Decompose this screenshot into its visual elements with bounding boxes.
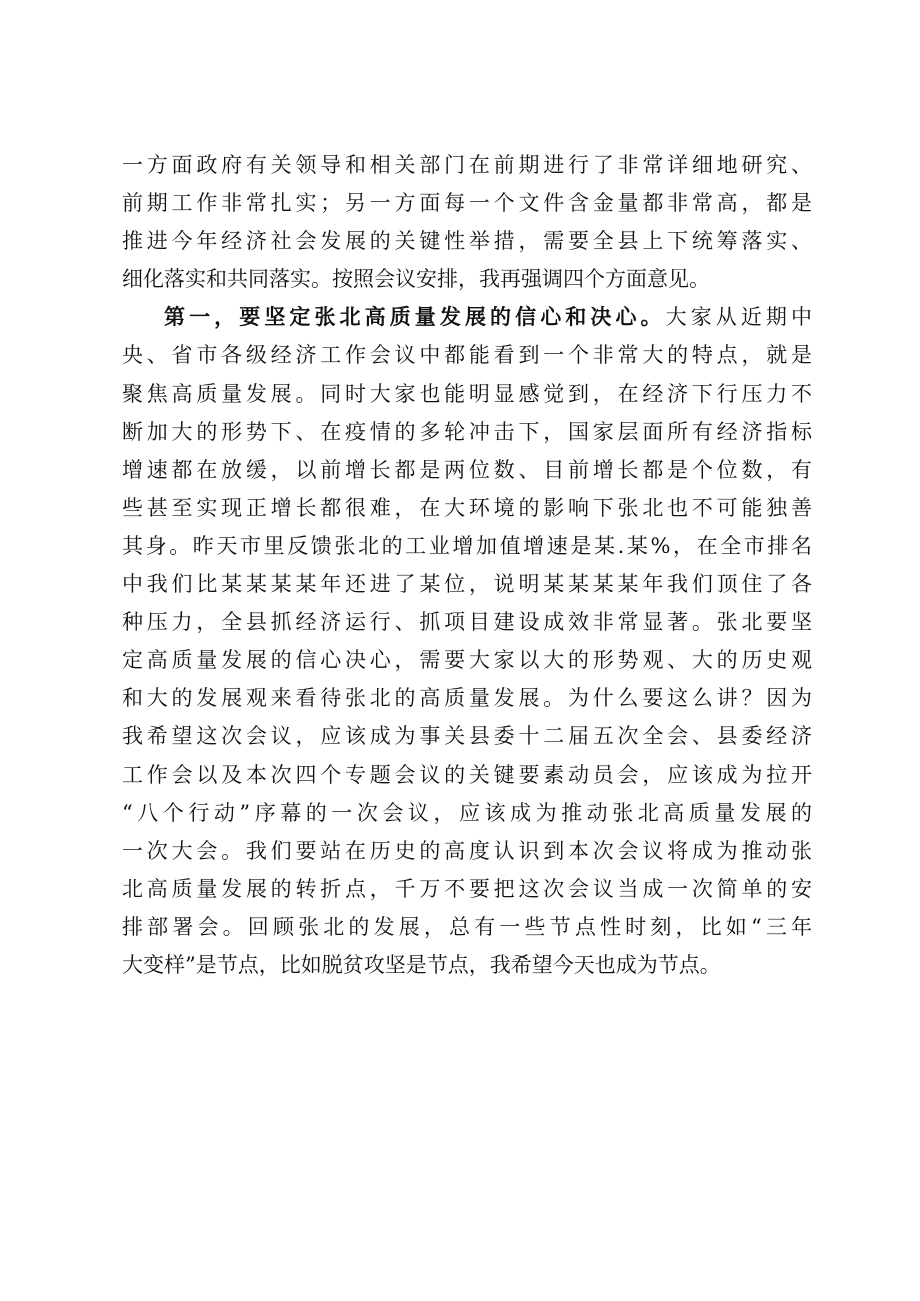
paragraph-2-line: 种压力，全县抓经济运行、抓项目建设成效非常显著。张北要坚 xyxy=(122,610,812,635)
paragraph-2-line: 央、省市各级经济工作会议中都能看到一个非常大的特点，就是 xyxy=(122,343,812,368)
paragraph-1-line-2: 前期工作非常扎实；另一方面每一个文件含金量都非常高，都是 xyxy=(122,191,812,216)
paragraph-2-line: 北高质量发展的转折点，千万不要把这次会议当成一次简单的安 xyxy=(122,876,812,901)
paragraph-2-line: 中我们比某某某某年还进了某位，说明某某某某年我们顶住了各 xyxy=(122,572,812,597)
section-heading: 第一，要坚定张北高质量发展的信心和决心。 xyxy=(164,304,666,330)
paragraph-2-line: 些甚至实现正增长都很难，在大环境的影响下张北也不可能独善 xyxy=(122,495,812,520)
paragraph-1-line-3: 推进今年经济社会发展的关键性举措，需要全县上下统筹落实、 xyxy=(122,229,812,254)
paragraph-2-line: 聚焦高质量发展。同时大家也能明显感觉到，在经济下行压力不 xyxy=(122,381,812,406)
paragraph-2-last-line: 大变样”是节点，比如脱贫攻坚是节点，我希望今天也成为节点。 xyxy=(122,952,721,977)
paragraph-2-first-line xyxy=(122,298,812,336)
paragraph-2-line: 断加大的形势下、在疫情的多轮冲击下，国家层面所有经济指标 xyxy=(122,419,812,444)
paragraph-2-line: 一次大会。我们要站在历史的高度认识到本次会议将成为推动张 xyxy=(122,838,812,863)
paragraph-2-line: 我希望这次会议，应该成为事关县委十二届五次全会、县委经济 xyxy=(122,724,812,749)
paragraph-2-line: 定高质量发展的信心决心，需要大家以大的形势观、大的历史观 xyxy=(122,648,812,673)
paragraph-2-line: 其身。昨天市里反馈张北的工业增加值增速是某.某%，在全市排名 xyxy=(122,533,812,558)
paragraph-2-first-line-rest: 大家从近期中 xyxy=(665,305,812,330)
paragraph-1-line-4: 细化落实和共同落实。按照会议安排，我再强调四个方面意见。 xyxy=(122,267,710,292)
paragraph-2-line: 和大的发展观来看待张北的高质量发展。为什么要这么讲？因为 xyxy=(122,686,812,711)
paragraph-2-line: 增速都在放缓，以前增长都是两位数、目前增长都是个位数，有 xyxy=(122,457,812,482)
paragraph-2-line: 排部署会。回顾张北的发展，总有一些节点性时刻，比如“三年 xyxy=(122,914,812,939)
paragraph-2-line: “八个行动”序幕的一次会议，应该成为推动张北高质量发展的 xyxy=(122,800,812,825)
paragraph-2-line: 工作会以及本次四个专题会议的关键要素动员会，应该成为拉开 xyxy=(122,762,812,787)
paragraph-1-line-1: 一方面政府有关领导和相关部门在前期进行了非常详细地研究、 xyxy=(122,153,812,177)
document-body xyxy=(122,146,812,984)
